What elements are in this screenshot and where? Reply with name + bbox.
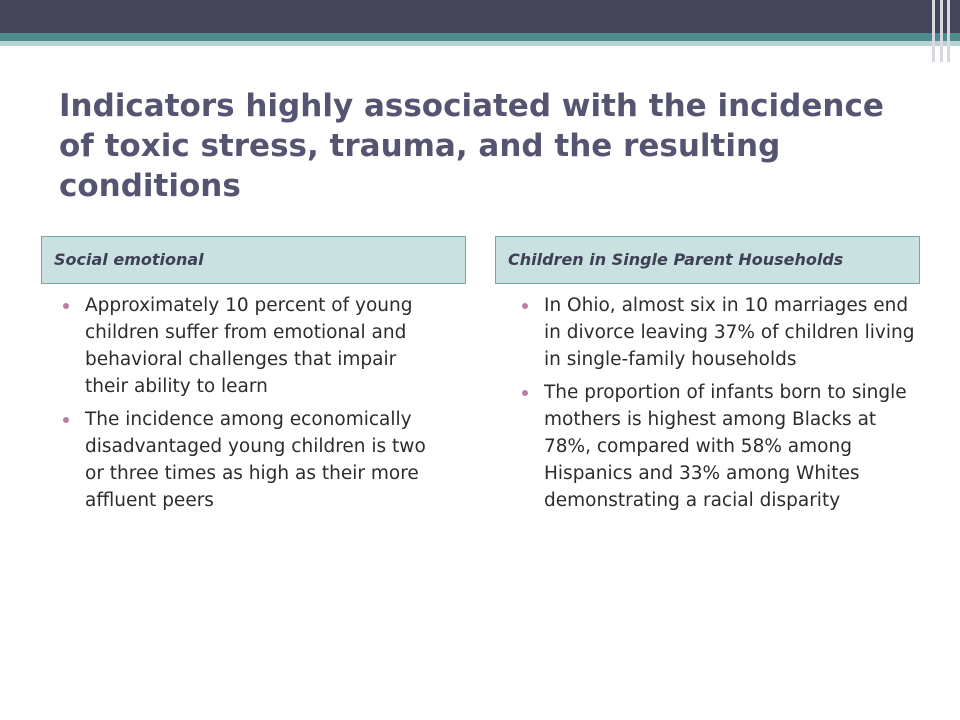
list-item [522, 292, 918, 373]
list-item [63, 292, 433, 400]
bullet-list-single-parent-households [522, 292, 918, 520]
list-item [63, 406, 433, 514]
top-band-light [0, 41, 960, 46]
bullet-text: In Ohio, almost six in 10 marriages end in divorce leaving 37% of children living in single-family households [544, 295, 915, 370]
bullet-icon [63, 417, 69, 423]
bullet-icon [522, 390, 528, 396]
bullet-text: Approximately 10 percent of young children suffer from emotional and behavioral challenges that impair their ability to learn [85, 295, 413, 397]
accent-line [570, 62, 774, 64]
top-band-teal [0, 33, 960, 41]
decorative-stripe [932, 0, 935, 62]
decorative-stripe [947, 0, 950, 62]
bullet-text: The incidence among economically disadvantaged young children is two or three times as high as their more affluent peers [85, 409, 426, 511]
slide-title: Indicators highly associated with the incidence of toxic stress, trauma, and the resulting conditions [59, 88, 884, 204]
bullet-icon [522, 303, 528, 309]
list-item [522, 379, 918, 514]
top-band-dark [0, 0, 960, 33]
bullet-icon [63, 303, 69, 309]
column-header-social-emotional: Social emotional [41, 236, 466, 284]
bullet-list-social-emotional [63, 292, 433, 520]
accent-line [570, 52, 888, 54]
column-header-single-parent-households: Children in Single Parent Households [495, 236, 920, 284]
decorative-stripe [940, 0, 943, 62]
bullet-text: The proportion of infants born to single mothers is highest among Blacks at 78%, compared with 58% among Hispanics and 33% among Whites demonstrating a racial disparity [544, 382, 907, 511]
